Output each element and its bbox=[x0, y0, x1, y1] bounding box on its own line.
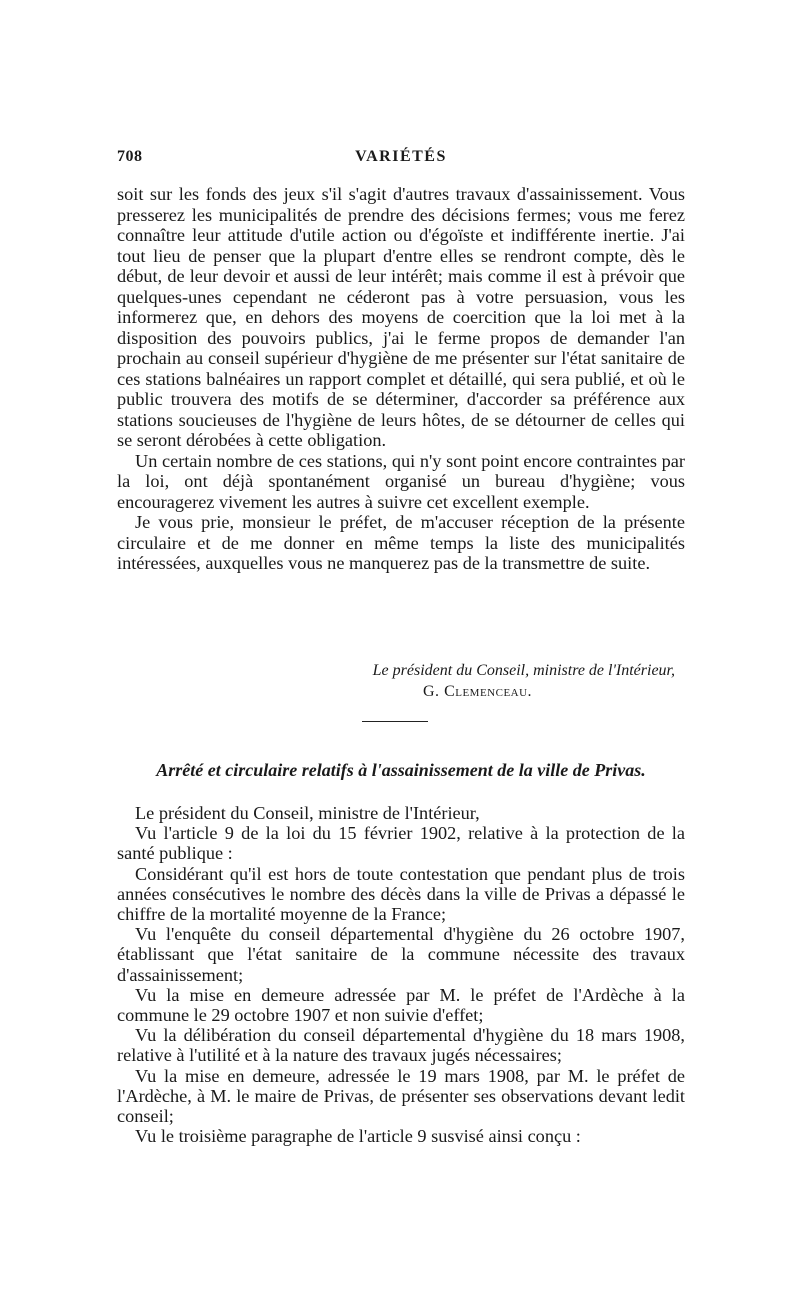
signatory-name bbox=[117, 681, 685, 702]
signatory-title: Le président du Conseil, ministre de l'Intérieur, bbox=[372, 662, 675, 679]
decree-text bbox=[117, 803, 685, 1146]
page-header bbox=[117, 148, 685, 170]
paragraph: Un certain nombre de ces stations, qui n'y sont point encore contraintes par la loi, ont déjà spontanément organisé un bureau d'hygiène; vous encouragerez vivement les autres à suivre cet excellent exemple. bbox=[117, 450, 685, 512]
paragraph: Vu la mise en demeure adressée par M. le préfet de l'Ardèche à la commune le 29 octobre 1907 et non suivie d'effet; bbox=[117, 984, 685, 1026]
paragraph: Vu le troisième paragraphe de l'article 9 susvisé ainsi conçu : bbox=[135, 1126, 581, 1147]
paragraph: Je vous prie, monsieur le préfet, de m'accuser réception de la présente circulaire et de me donner en même temps la liste des municipalités intéressées, auxquelles vous ne manquerez pas de la transmettre de suite. bbox=[117, 512, 685, 573]
signatory-initial: G. bbox=[423, 683, 440, 700]
signatory-surname: Clemenceau. bbox=[444, 683, 533, 700]
paragraph: Vu l'article 9 de la loi du 15 février 1902, relative à la protection de la santé publique : bbox=[117, 823, 685, 864]
circular-text bbox=[117, 184, 685, 574]
paragraph: Vu l'enquête du conseil départemental d'hygiène du 26 octobre 1907, établissant que l'état sanitaire de la commune nécessite des travaux d'assainissement; bbox=[117, 924, 685, 985]
paragraph: soit sur les fonds des jeux s'il s'agit d'autres travaux d'assainissement. Vous presserez les municipalités de prendre des décisions fermes; vous me ferez connaître leur attitude d'utile action ou d'égoïste et indifférente inertie. J'ai tout lieu de penser que la plupart d'entre elles se rendront compte, dès le début, de leur devoir et aussi de leur intérêt; mais comme il est à prévoir que quelques-unes cependant ne céderont pas à votre persuasion, vous les informerez que, en dehors des moyens de coercition que la loi met à la disposition des pouvoirs publics, j'ai le ferme propos de demander l'an prochain au conseil supérieur d'hygiène de me présenter sur l'état sanitaire de ces stations balnéaires un rapport complet et détaillé, qui sera publié, et où le public trouvera des motifs de se déterminer, d'accorder sa préférence aux stations soucieuses de l'hygiène de leurs hôtes, de se détourner de celles qui se seront dérobées à cette obligation. bbox=[117, 184, 685, 450]
section-divider bbox=[362, 721, 428, 722]
paragraph: Le président du Conseil, ministre de l'Intérieur, bbox=[135, 803, 480, 823]
paragraph: Vu la délibération du conseil départemental d'hygiène du 18 mars 1908, relative à l'utilité et à la nature des travaux jugés nécessaires; bbox=[117, 1025, 685, 1066]
signature-block bbox=[117, 660, 685, 702]
running-title: VARIÉTÉS bbox=[355, 148, 447, 165]
page-number: 708 bbox=[117, 148, 143, 165]
paragraph: Considérant qu'il est hors de toute contestation que pendant plus de trois années consécutives le nombre des décès dans la ville de Privas a dépassé le chiffre de la mortalité moyenne de la France; bbox=[117, 863, 685, 925]
section-title: Arrêté et circulaire relatifs à l'assainissement de la ville de Privas. bbox=[156, 760, 646, 780]
paragraph: Vu la mise en demeure, adressée le 19 mars 1908, par M. le préfet de l'Ardèche, à M. le maire de Privas, de présenter ses observations devant ledit conseil; bbox=[117, 1065, 685, 1127]
